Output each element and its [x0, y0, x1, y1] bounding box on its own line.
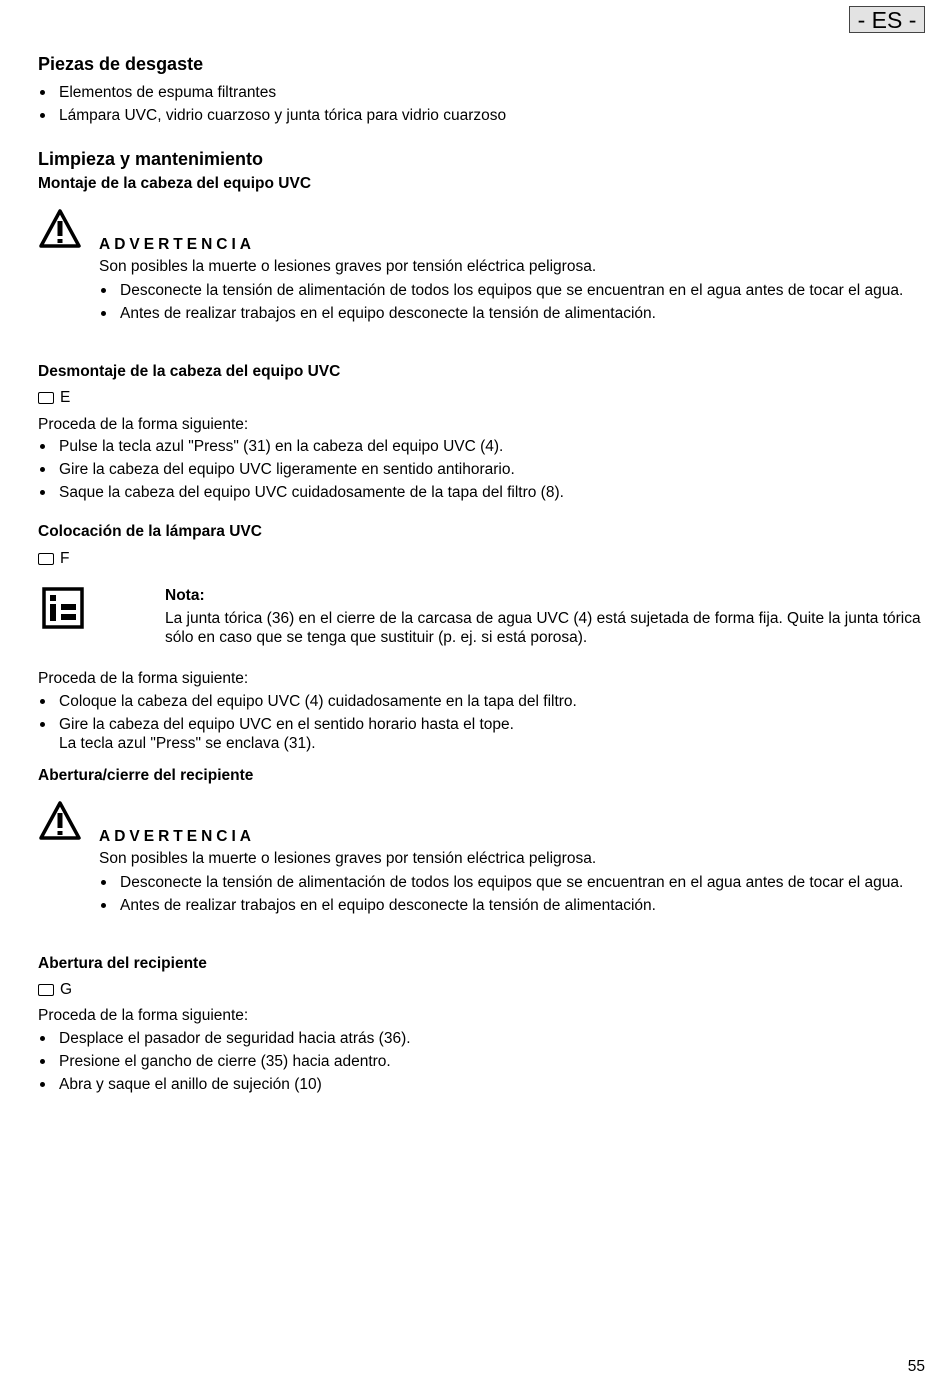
list-item: Abra y saque el anillo de sujeción (10)	[38, 1075, 918, 1094]
warning-text: Son posibles la muerte o lesiones graves por tensión eléctrica peligrosa.	[99, 850, 597, 867]
cleaning-heading: Limpieza y mantenimiento	[38, 149, 264, 169]
warning-list	[99, 281, 929, 327]
list-item: Lámpara UVC, vidrio cuarzoso y junta tórica para vidrio cuarzoso	[38, 106, 918, 125]
list-item-continuation: La tecla azul "Press" se enclava (31).	[59, 735, 316, 752]
procedure-intro: Proceda de la forma siguiente:	[38, 416, 249, 433]
figure-ref-g	[38, 981, 72, 999]
lamp-heading: Colocación de la lámpara UVC	[38, 523, 262, 540]
dismount-heading: Desmontaje de la cabeza del equipo UVC	[38, 363, 341, 380]
note-title: Nota:	[165, 587, 205, 604]
warning-title: ADVERTENCIA	[99, 236, 255, 253]
figure-label: F	[60, 550, 70, 567]
wear-parts-heading: Piezas de desgaste	[38, 54, 204, 74]
warning-list	[99, 873, 929, 919]
figure-label: G	[60, 981, 73, 998]
mount-subheading: Montaje de la cabeza del equipo UVC	[38, 175, 312, 192]
dismount-list	[38, 437, 918, 506]
list-item: Antes de realizar trabajos en el equipo desconecte la tensión de alimentación.	[99, 896, 929, 915]
figure-label: E	[60, 389, 71, 406]
warning-text: Son posibles la muerte o lesiones graves por tensión eléctrica peligrosa.	[99, 258, 597, 275]
list-item: Gire la cabeza del equipo UVC ligeramente en sentido antihorario.	[38, 460, 918, 479]
list-item: Pulse la tecla azul "Press" (31) en la cabeza del equipo UVC (4).	[38, 437, 918, 456]
page-number: 55	[907, 1358, 925, 1375]
list-item: Desconecte la tensión de alimentación de todos los equipos que se encuentran en el agua antes de tocar el agua.	[99, 281, 929, 300]
list-item: Elementos de espuma filtrantes	[38, 83, 918, 102]
procedure-intro: Proceda de la forma siguiente:	[38, 670, 249, 687]
wear-parts-list	[38, 83, 918, 129]
list-item: Desconecte la tensión de alimentación de todos los equipos que se encuentran en el agua antes de tocar el agua.	[99, 873, 929, 892]
warning-triangle-icon	[38, 208, 82, 250]
note-text: La junta tórica (36) en el cierre de la carcasa de agua UVC (4) está sujetada de forma fija. Quite la junta tórica sólo en caso que se tenga que sustituir (p. ej. si está porosa).	[165, 610, 921, 646]
figure-ref-e	[38, 389, 70, 407]
language-tab: - ES -	[849, 6, 925, 33]
figure-icon	[38, 392, 54, 404]
list-item: Presione el gancho de cierre (35) hacia adentro.	[38, 1052, 918, 1071]
list-item: Saque la cabeza del equipo UVC cuidadosamente de la tapa del filtro (8).	[38, 483, 918, 502]
procedure-intro: Proceda de la forma siguiente:	[38, 1007, 249, 1024]
warning-triangle-icon	[38, 800, 82, 842]
info-icon	[42, 587, 84, 629]
list-item: Gire la cabeza del equipo UVC en el sentido horario hasta el tope.	[38, 715, 918, 734]
warning-title: ADVERTENCIA	[99, 828, 255, 845]
list-item: Antes de realizar trabajos en el equipo desconecte la tensión de alimentación.	[99, 304, 929, 323]
figure-icon	[38, 984, 54, 996]
container-heading: Abertura/cierre del recipiente	[38, 767, 254, 784]
list-item: Coloque la cabeza del equipo UVC (4) cuidadosamente en la tapa del filtro.	[38, 692, 918, 711]
list-item: Desplace el pasador de seguridad hacia atrás (36).	[38, 1029, 918, 1048]
lamp-list	[38, 692, 918, 734]
open-container-heading: Abertura del recipiente	[38, 955, 207, 972]
open-container-list	[38, 1029, 918, 1098]
figure-icon	[38, 553, 54, 565]
figure-ref-f	[38, 550, 69, 568]
